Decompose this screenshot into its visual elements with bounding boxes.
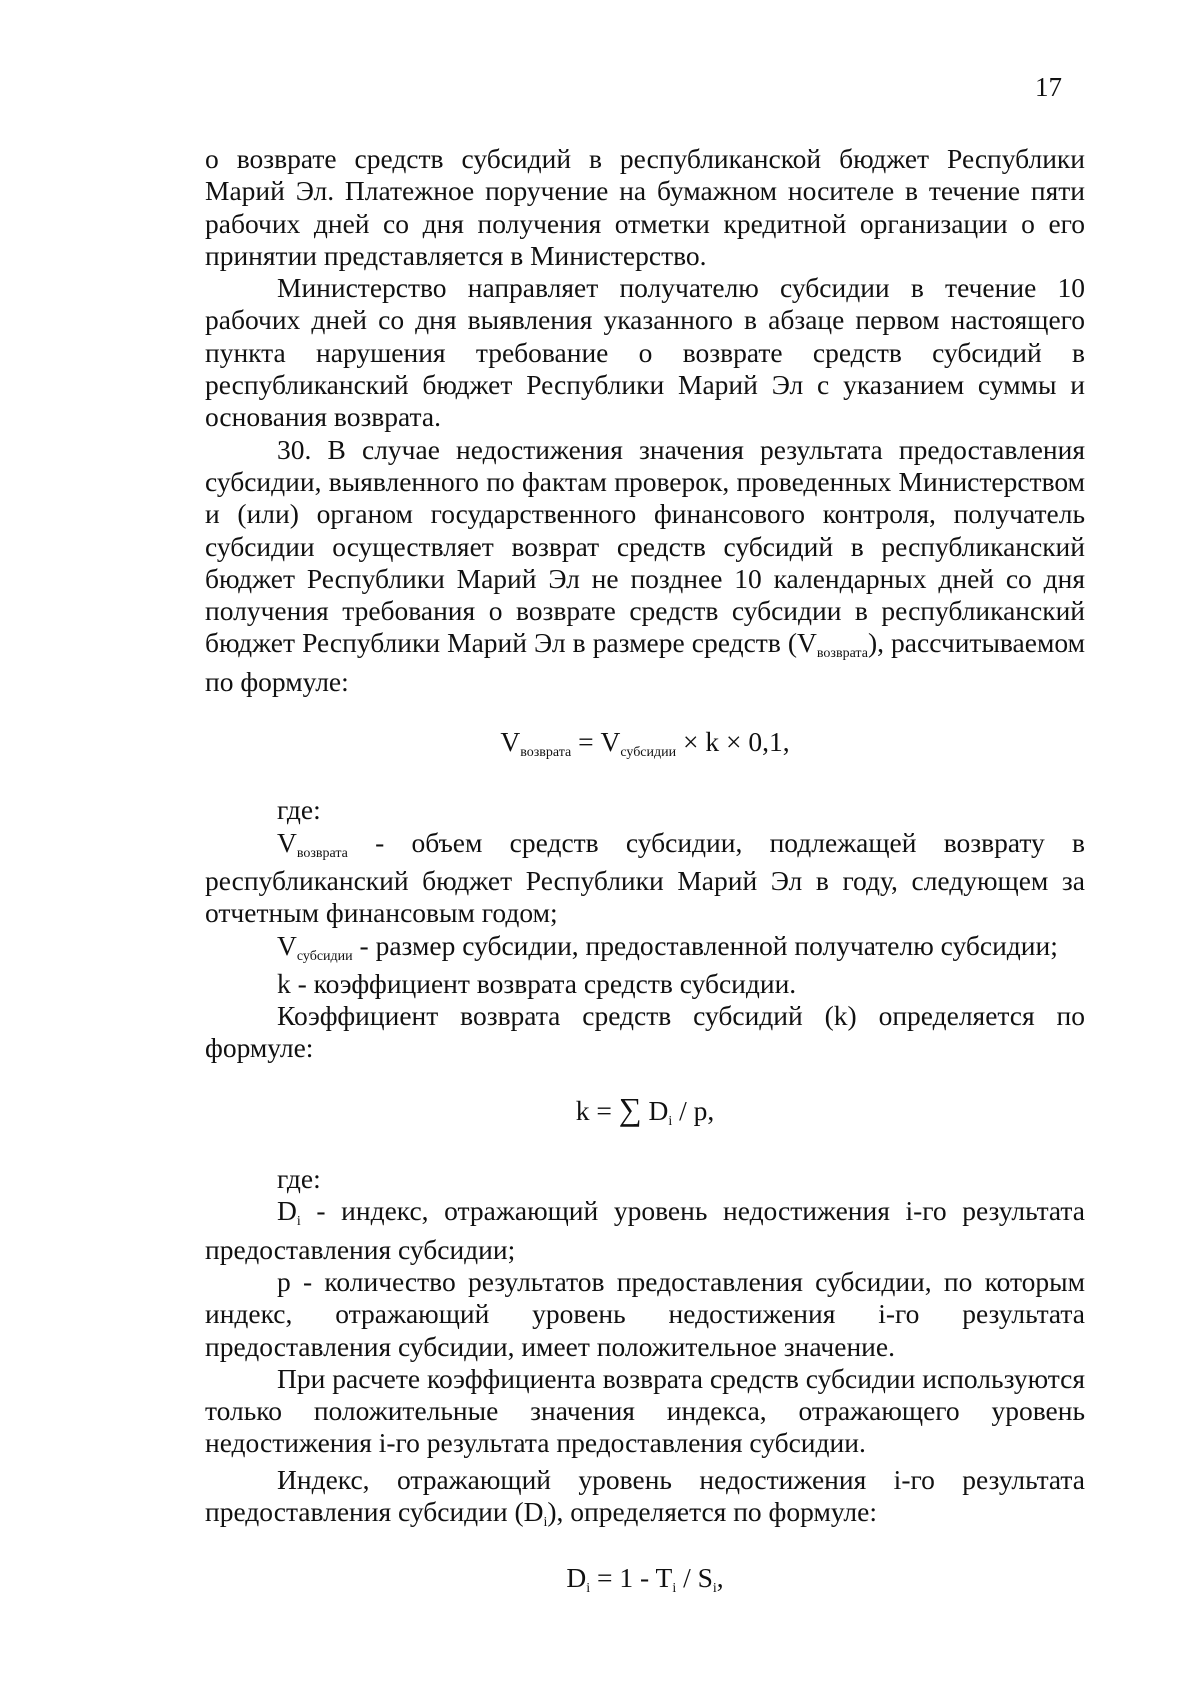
formula-part: × k × 0,1,: [676, 726, 790, 758]
paragraph-calculation: При расчете коэффициента возврата средств субсидии используются только положительные значения индекса, отражающего уровень недостижения i-го результата предоставления субсидии.: [205, 1362, 1085, 1459]
definition-subscript: субсидии: [296, 948, 353, 964]
index-tail: ), определяется по формуле:: [547, 1495, 877, 1527]
formula-return-volume: $V_{возврата} = V_{субсидии} \times k \times 0,1$,: [500, 726, 790, 761]
index-subscript: i: [543, 1514, 548, 1530]
definition-text: - размер субсидии, предоставленной получателю субсидии;: [352, 929, 1058, 961]
definition-text: - объем средств субсидии, подлежащей возврату в республиканский бюджет Республики Марий Эл в году, следующем за отчетным финансовым годом;: [205, 826, 1085, 929]
paragraph-ministry-notice: Министерство направляет получателю субсидии в течение 10 рабочих дней со дня выявления указанного в абзаце первом настоящего пункта нарушения требование о возврате средств субсидий в республиканский бюджет Республики Марий Эл с указанием суммы и основания возврата.: [205, 272, 1085, 433]
item-30-subscript: возврата: [816, 646, 868, 662]
where-label: где:: [277, 1163, 321, 1195]
definition-subscript: i: [296, 1214, 301, 1230]
formula-subscript: i: [586, 1581, 591, 1597]
definition-v-subsidy: $V_{субсидии}$ - размер субсидии, предоставленной получателю субсидии;: [277, 929, 1058, 964]
formula-part: / p,: [672, 1094, 715, 1126]
document-body: [205, 143, 1085, 1631]
index-text: Индекс, отражающий уровень недостижения i-го результата предоставления субсидии (D: [205, 1463, 1085, 1527]
definition-p: p - количество результатов предоставления субсидии, по которым индекс, отражающий уровень недостижения i-го результата предоставления субсидии, имеет положительное значение.: [205, 1265, 1085, 1362]
formula-subscript: субсидии: [620, 745, 677, 761]
formula-subscript: i: [668, 1113, 673, 1129]
formula-coefficient: [205, 1090, 1085, 1133]
page-number: 17: [1035, 72, 1062, 102]
item-30-text: 30. В случае недостижения значения результата предоставления субсидии, выявленного по фактам проверок, проведенных Министерством и (или) органом государственного финансового контроля, получатель субсидии осуществляет возврат средств субсидий в республиканский бюджет Республики Марий Эл не позднее 10 календарных дней со дня получения требования о возврате средств субсидии в республиканский бюджет Республики Марий Эл в размере средств (V: [205, 433, 1085, 659]
paragraph-continuation: о возврате средств субсидий в республиканской бюджет Республики Марий Эл. Платежное поручение на бумажном носителе в течение пяти рабочих дней со дня получения отметки кредитной организации о его принятии представляется в Министерство.: [205, 143, 1085, 271]
paragraph-item-30: [205, 434, 1085, 698]
formula-subscript: i: [712, 1581, 717, 1597]
formula-subscript: возврата: [520, 745, 572, 761]
formula-part: ,: [716, 1562, 724, 1594]
formula-index: [205, 1562, 1085, 1600]
item-30-tail: ), рассчитываемом по формуле:: [205, 627, 1085, 697]
paragraph-coefficient: Коэффициент возврата средств субсидий (k) определяется по формуле:: [205, 1000, 1085, 1064]
formula-part: D: [641, 1094, 669, 1126]
formula-subscript: i: [672, 1581, 677, 1597]
where-label: где:: [277, 794, 321, 826]
definition-subscript: возврата: [296, 845, 348, 861]
definition-di: $D_i$ - индекс, отражающий уровень недостижения i-го результата предоставления субсидии;: [205, 1195, 1085, 1265]
formula-part: / S: [676, 1562, 713, 1594]
definition-k: k - коэффициент возврата средств субсидии.: [277, 967, 797, 999]
formula-part: k =: [575, 1094, 619, 1126]
formula-part: = 1 - T: [590, 1562, 673, 1594]
definition-v-return: $V_{возврата}$ - объем средств субсидии, подлежащей возврату в республиканский бюджет Республики Марий Эл в году, следующем за отчетным финансовым годом;: [205, 826, 1085, 929]
formula-part: D: [566, 1562, 587, 1594]
sum-symbol: ∑: [618, 1090, 642, 1127]
paragraph-index: [205, 1464, 1085, 1535]
definition-text: - индекс, отражающий уровень недостижения i-го результата предоставления субсидии;: [205, 1195, 1085, 1265]
formula-part: = V: [571, 726, 621, 758]
